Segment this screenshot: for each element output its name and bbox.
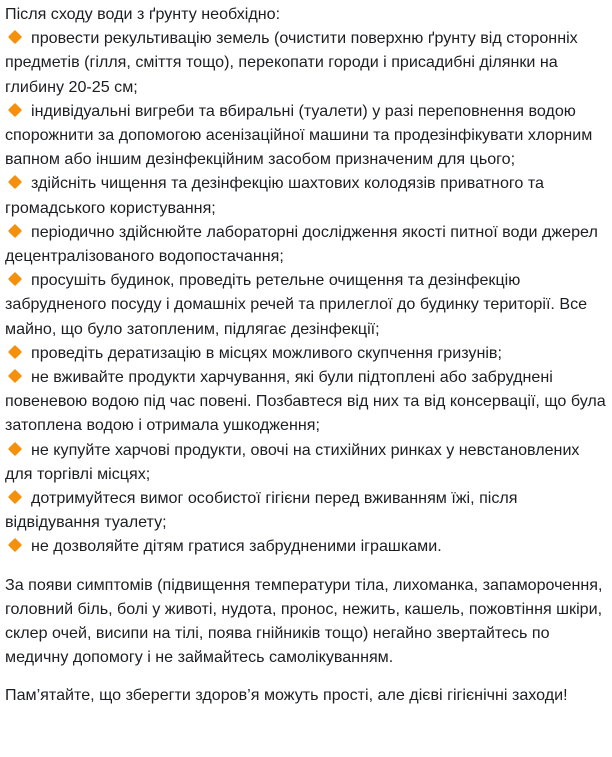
list-item	[5, 365, 606, 438]
list-item-text: періодично здійснюйте лабораторні дослідження якості питної води джерел децентралізованого водопостачання;	[5, 222, 598, 266]
list-item-text: індивідуальні вигреби та вбиральні (туалети) у разі переповнення водою спорожнити за допомогою асенізаційної машини та продезінфікувати хлорним вапном або іншим дезінфекційним засобом призначеним для цього;	[5, 101, 593, 169]
list-item-text: дотримуйтеся вимог особистої гігієни перед вживанням їжі, після відвідування туалету;	[5, 489, 518, 532]
list-item-text: проведіть дератизацію в місцях можливого скупчення гризунів;	[31, 343, 502, 362]
list-item	[5, 268, 606, 341]
list-item	[5, 99, 606, 172]
list-item	[5, 438, 606, 486]
orange-diamond-icon	[8, 103, 22, 117]
list-item-text: просушіть будинок, проведіть ретельне очищення та дезінфекцію забрудненого посуду і домашніх речей та прилеглої до будинку території. Все майно, що було затопленим, підлягає дезінфекції;	[5, 271, 588, 338]
orange-diamond-icon	[8, 224, 22, 238]
orange-diamond-icon	[8, 369, 22, 383]
symptoms-paragraph: За появи симптомів (підвищення температури тіла, лихоманка, запаморочення, головний біль, болі у животі, нудота, пронос, нежить, кашель, пожовтіння шкіри, склер очей, висипи на тілі, поява гнійників тощо) негайно звертайтесь по медичну допомогу і не займайтесь самолікуванням.	[5, 575, 603, 667]
post-intro: Після сходу води з ґрунту необхідно:	[5, 5, 281, 23]
orange-diamond-icon	[8, 30, 22, 44]
list-item-text: провести рекультивацію земель (очистити поверхню ґрунту від сторонніх предметів (гілля, сміття тощо), перекопати городи і присадибні ділянки на глибину 20-25 см;	[5, 29, 578, 96]
list-item	[5, 534, 606, 558]
orange-diamond-icon	[8, 175, 22, 189]
list-item-text: здійсніть чищення та дезінфекцію шахтових колодязів приватного та громадського користування;	[5, 174, 544, 217]
orange-diamond-icon	[8, 490, 22, 504]
list-item	[5, 341, 606, 365]
list-item	[5, 486, 606, 534]
closing-paragraph: Пам’ятайте, що зберегти здоров’я можуть прості, але дієві гігієнічні заходи!	[5, 686, 568, 705]
list-item-text: не купуйте харчові продукти, овочі на стихійних ринках у невстановлених для торгівлі місцях;	[5, 440, 580, 483]
orange-diamond-icon	[8, 538, 22, 552]
orange-diamond-icon	[8, 272, 22, 286]
list-item-text: не вживайте продукти харчування, які були підтоплені або забруднені повеневою водою під час повені. Позбавтеся від них та від консервації, що була затоплена водою і отримала ушкодження;	[5, 368, 606, 435]
orange-diamond-icon	[8, 442, 22, 456]
list-item	[5, 26, 606, 99]
list-item-text: не дозволяйте дітям гратися забрудненими іграшками.	[31, 537, 442, 556]
tips-list	[5, 26, 606, 558]
list-item	[5, 220, 606, 268]
list-item	[5, 171, 606, 219]
orange-diamond-icon	[8, 345, 22, 359]
